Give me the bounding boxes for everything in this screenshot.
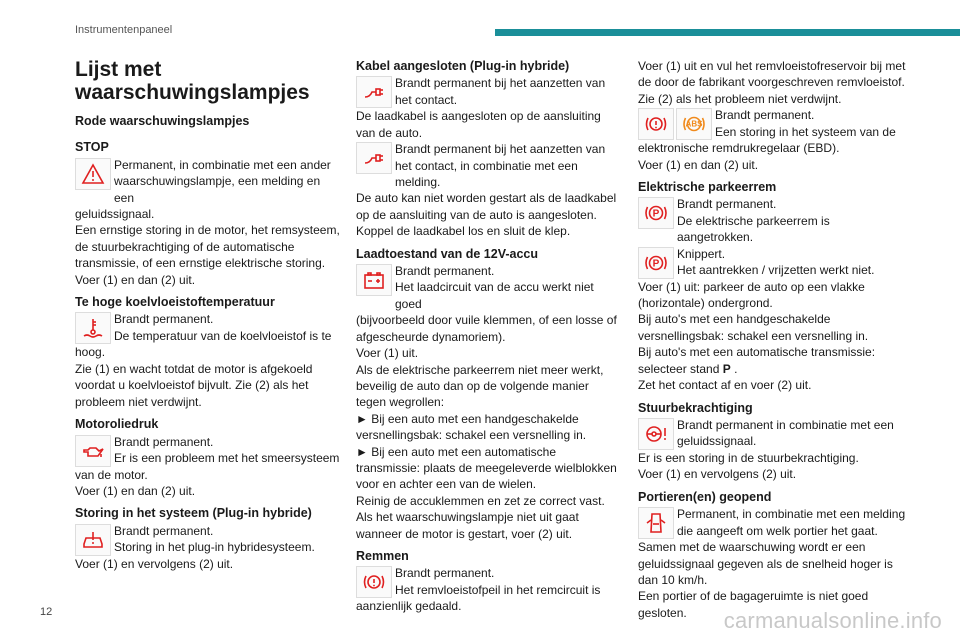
hybrid-heading: Storing in het systeem (Plug-in hybride) [75, 506, 312, 521]
abs-icon-label: ABS [685, 119, 703, 129]
gear-p-label: P [722, 361, 731, 376]
charging-cable-icon-2 [356, 142, 392, 174]
brakes-body-1: aanzienlijk gedaald. [356, 599, 462, 614]
parking-body-4: Zet het contact af en voer (2) uit. [638, 378, 812, 393]
parking-icon-text-1: Brandt permanent. [677, 197, 777, 212]
battery-icon-text-1: Brandt permanent. [395, 264, 495, 279]
section-subtitle: Rode waarschuwingslampjes [75, 114, 250, 128]
steering-icon-text: Brandt permanent in combinatie met een geluidssignaal. [677, 417, 894, 449]
doors-body-2: Een portier of de bagageruimte is niet goed gesloten. [638, 589, 869, 620]
column-2 [356, 58, 621, 615]
column-3 [638, 58, 908, 621]
parking-icon-text-4: Het aantrekken / vrijzetten werkt niet. [677, 263, 875, 278]
parking-icon-text-3: Knippert. [677, 246, 726, 261]
steering-body-2: Voer (1) en vervolgens (2) uit. [638, 467, 797, 482]
parking-icon-label: P [652, 208, 660, 220]
battery-body-2: Voer (1) uit. [356, 346, 419, 361]
parking-body-3: Bij auto's met een automatische transmissie: selecteer stand P . [638, 345, 876, 376]
coolant-body-2: Zie (1) en wacht totdat de motor is afgekoeld voordat u koelvloeistof bijvult. Zie (2) als het probleem niet verdwijnt. [75, 361, 313, 409]
battery-icon [356, 264, 392, 296]
battery-heading: Laadtoestand van de 12V-accu [356, 246, 539, 261]
coolant-heading: Te hoge koelvloeistoftemperatuur [75, 295, 275, 310]
parking-brake-icon-2 [638, 247, 674, 279]
door-open-icon [638, 507, 674, 539]
ebd-icon-text-1: Brandt permanent. [715, 108, 815, 123]
page-number: 12 [40, 606, 53, 618]
parking-icon-text-2: De elektrische parkeerrem is aangetrokken. [677, 213, 830, 245]
stop-body-3: Voer (1) en dan (2) uit. [75, 272, 196, 287]
header-accent-bar [495, 29, 960, 36]
battery-body-1: (bijvoorbeeld door vuile klemmen, of een losse of afgescheurde dynamoriem). [356, 313, 617, 344]
parking-brake-icon [638, 197, 674, 229]
cable-icon-text-1: Brandt permanent bij het aanzetten van het contact. [395, 76, 606, 107]
cable-heading: Kabel aangesloten (Plug-in hybride) [356, 59, 570, 73]
cable-body-2: De auto kan niet worden gestart als de laadkabel op de aansluiting van de auto is aangesloten. [356, 191, 617, 222]
ebd-body-1: elektronische remdrukregelaar (EBD). [638, 141, 840, 156]
running-header: Instrumentenpaneel [75, 24, 173, 36]
battery-body-6: Reinig de accuklemmen en zet ze correct vast. Als het waarschuwingslampje niet uit gaat wanneer de motor is gestart, voer (2) uit. [356, 493, 605, 541]
brakes-icon-text-1: Brandt permanent. [395, 566, 495, 581]
doors-body-1: Samen met de waarschuwing wordt er een geluidssignaal gegeven als de snelheid hoger is dan 10 km/h. [638, 540, 893, 587]
oil-icon-text-2: Er is een probleem met het smeersysteem [114, 450, 340, 465]
brakes-icon-text-2: Het remvloeistofpeil in het remcircuit is [395, 582, 601, 597]
coolant-icon-text-1: Brandt permanent. [114, 312, 214, 327]
parking-heading: Elektrische parkeerrem [638, 180, 777, 195]
parking-body-2: Bij auto's met een handgeschakelde versnellingsbak: schakel een versnelling in. [638, 312, 869, 343]
stop-body-2: Een ernstige storing in de motor, het remsysteem, de stuurbekrachtiging of de automatische transmissie, of een ernstige elektrische storing. [75, 223, 340, 271]
parking-body-3-text: Bij auto's met een automatische transmissie: selecteer stand [638, 345, 876, 376]
parking-icon-label-2: P [652, 258, 660, 270]
stop-body-1: geluidssignaal. [75, 207, 155, 222]
steering-body-1: Er is een storing in de stuurbekrachtiging. [638, 450, 859, 465]
steering-wheel-warning-icon [638, 418, 674, 450]
column-1 [75, 58, 343, 572]
oil-icon-text-1: Brandt permanent. [114, 434, 214, 449]
stop-heading: STOP [75, 140, 109, 155]
oil-body-1: van de motor. [75, 467, 148, 482]
stop-icon-text: Permanent, in combinatie met een ander waarschuwingslampje, een melding en een [114, 157, 331, 205]
ebd-body-2: Voer (1) en dan (2) uit. [638, 157, 759, 172]
battery-icon-text-2: Het laadcircuit van de accu werkt niet goed [395, 280, 594, 311]
oil-heading: Motoroliedruk [75, 417, 159, 432]
doors-heading: Portieren(en) geopend [638, 489, 772, 504]
hybrid-body-1: Voer (1) en vervolgens (2) uit. [75, 556, 234, 571]
battery-body-3: Als de elektrische parkeerrem niet meer werkt, beveilig de auto dan op de volgende manier tegen wegrollen: [356, 362, 604, 410]
parking-body-1: Voer (1) uit: parkeer de auto op een vlakke (horizontale) ondergrond. [638, 279, 865, 311]
brake-warning-icon-small [638, 108, 674, 140]
charging-cable-icon [356, 76, 392, 108]
brake-warning-icon [356, 566, 392, 598]
battery-body-5: ► Bij een auto met een automatische transmissie: plaats de meegeleverde wielblokken voor en achter een van de wielen. [356, 444, 617, 492]
doors-icon-text: Permanent, in combinatie met een melding die aangeeft om welk portier het gaat. [677, 507, 906, 538]
stop-warning-icon [75, 158, 111, 190]
oil-body-2: Voer (1) en dan (2) uit. [75, 483, 196, 498]
brakes-intro-2: Zie (2) als het probleem niet verdwijnt. [638, 91, 842, 106]
hybrid-car-warning-icon [75, 524, 111, 556]
page-title: Lijst met waarschuwingslampjes [75, 58, 310, 104]
coolant-body-1: hoog. [75, 345, 106, 360]
ebd-icon-text-2: Een storing in het systeem van de [715, 124, 896, 139]
coolant-temperature-icon [75, 312, 111, 344]
brakes-heading: Remmen [356, 548, 409, 563]
coolant-icon-text-2: De temperatuur van de koelvloeistof is te [114, 328, 332, 343]
oil-can-icon [75, 435, 111, 467]
watermark: carmanualsonline.info [723, 608, 942, 633]
cable-body-1: De laadkabel is aangesloten op de aansluiting van de auto. [356, 109, 601, 140]
hybrid-icon-text-1: Brandt permanent. [114, 523, 214, 538]
battery-body-4: ► Bij een auto met een handgeschakelde versnellingsbak: schakel een versnelling in. [356, 411, 587, 443]
steering-heading: Stuurbekrachtiging [638, 400, 753, 415]
cable-body-3: Koppel de laadkabel los en sluit de klep. [356, 224, 571, 239]
brakes-intro-1: Voer (1) uit en vul het remvloeistofreservoir bij met de door de fabrikant voorgeschreven remvloeistof. [638, 59, 906, 90]
cable-icon-text-2: Brandt permanent bij het aanzetten van het contact, in combinatie met een melding. [395, 142, 606, 190]
abs-icon [676, 108, 712, 140]
hybrid-icon-text-2: Storing in het plug-in hybridesysteem. [114, 540, 315, 555]
